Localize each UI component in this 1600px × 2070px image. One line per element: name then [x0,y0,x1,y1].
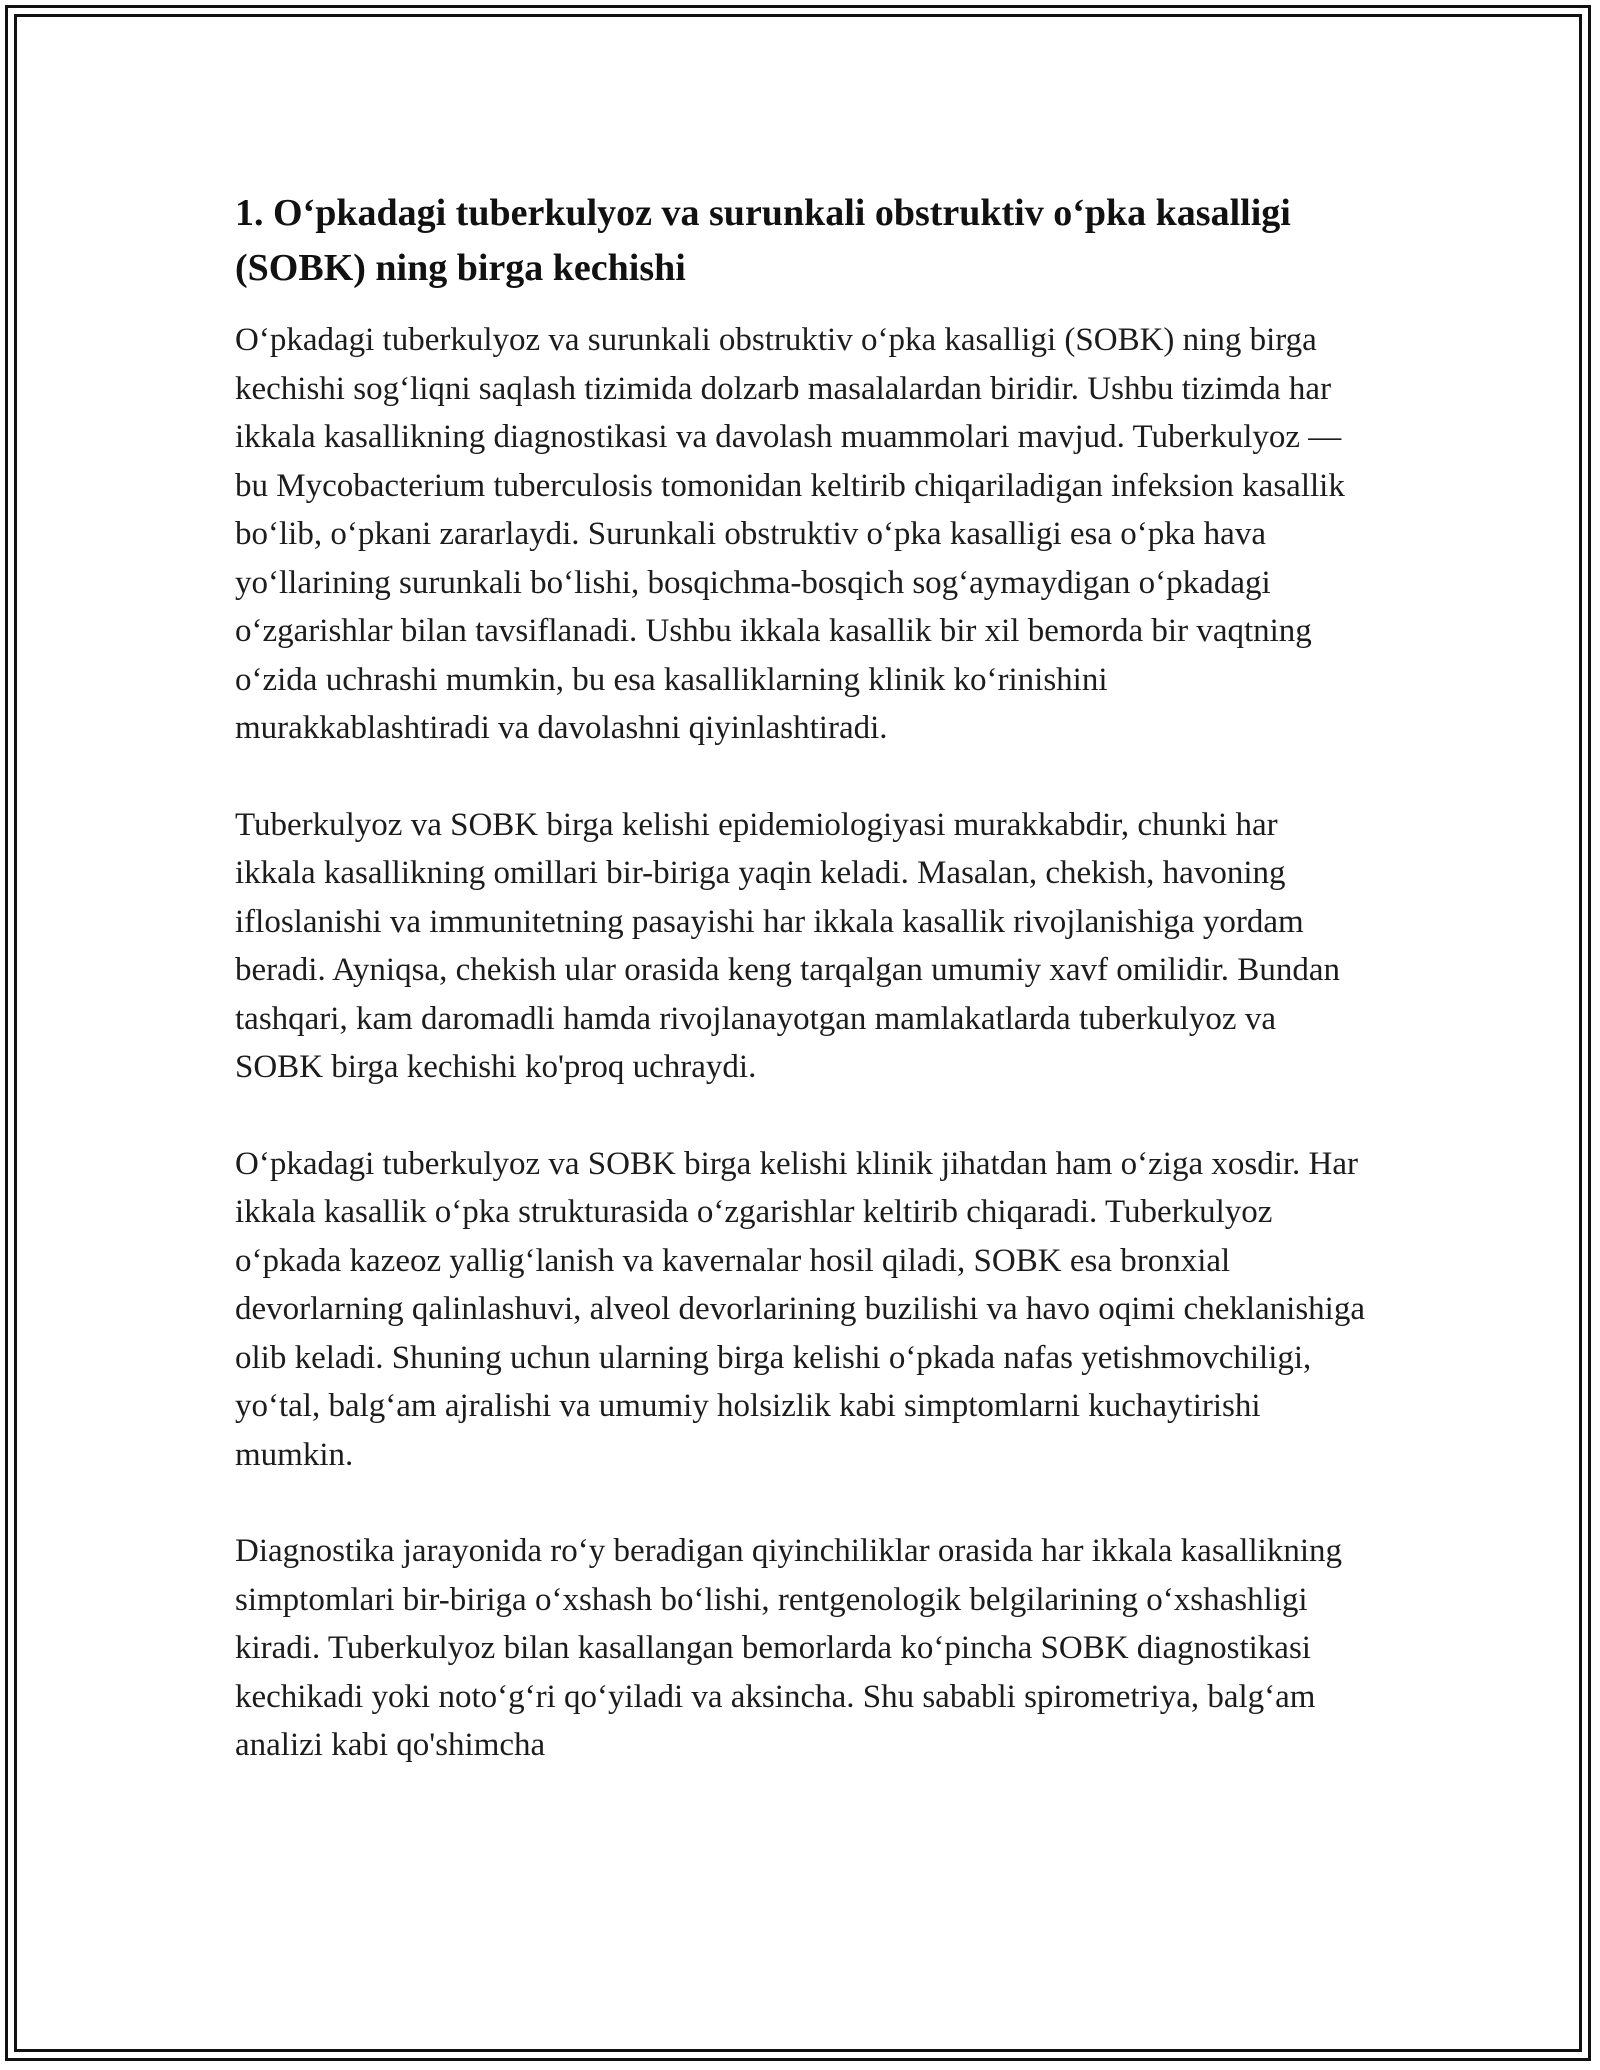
section-heading: 1. O‘pkadagi tuberkulyoz va surunkali obstruktiv o‘pka kasalligi (SOBK) ning birga kechishi [235,192,1291,289]
paragraph-4: Diagnostika jarayonida ro‘y beradigan qiyinchiliklar orasida har ikkala kasallikning simptomlari bir-biriga o‘xshash bo‘lishi, rentgenologik belgilarining o‘xshashligi kiradi. Tuberkulyoz bilan kasallangan bemorlarda ko‘pincha SOBK diagnostikasi kechikadi yoki noto‘g‘ri qo‘yiladi va aksincha. Shu sababli spirometriya, balg‘am analizi kabi qo'shimcha [235,1533,1342,1763]
paragraph-2: Tuberkulyoz va SOBK birga kelishi epidemiologiyasi murakkabdir, chunki har ikkala kasallikning omillari bir-biriga yaqin keladi. Masalan, chekish, havoning ifloslanishi va immunitetning pasayishi har ikkala kasallik rivojlanishiga yordam beradi. Ayniqsa, chekish ular orasida keng tarqalgan umumiy xavf omilidir. Bundan tashqari, kam daromadli hamda rivojlanayotgan mamlakatlarda tuberkulyoz va SOBK birga kechishi ko'proq uchraydi. [235,806,1340,1085]
paragraph-3: O‘pkadagi tuberkulyoz va SOBK birga kelishi klinik jihatdan ham o‘ziga xosdir. Har ikkala kasallik o‘pka strukturasida o‘zgarishlar keltirib chiqaradi. Tuberkulyoz o‘pkada kazeoz yallig‘lanish va kavernalar hosil qiladi, SOBK esa bronxial devorlarning qalinlashuvi, alveol devorlarining buzilishi va havo oqimi cheklanishiga olib keladi. Shuning uchun ularning birga kelishi o‘pkada nafas yetishmovchiligi, yo‘tal, balg‘am ajralishi va umumiy holsizlik kabi simptomlarni kuchaytirishi mumkin. [235,1145,1365,1473]
document-body [235,186,1365,1818]
paragraph-1: O‘pkadagi tuberkulyoz va surunkali obstruktiv o‘pka kasalligi (SOBK) ning birga kechishi sog‘liqni saqlash tizimida dolzarb masalalardan biridir. Ushbu tizimda har ikkala kasallikning diagnostikasi va davolash muammolari mavjud. Tuberkulyoz — bu Mycobacterium tuberculosis tomonidan keltirib chiqariladigan infeksion kasallik bo‘lib, o‘pkani zararlaydi. Surunkali obstruktiv o‘pka kasalligi esa o‘pka hava yo‘llarining surunkali bo‘lishi, bosqichma-bosqich sog‘aymaydigan o‘pkadagi o‘zgarishlar bilan tavsiflanadi. Ushbu ikkala kasallik bir xil bemorda bir vaqtning o‘zida uchrashi mumkin, bu esa kasalliklarning klinik ko‘rinishini murakkablashtiradi va davolashni qiyinlashtiradi. [235,322,1345,746]
